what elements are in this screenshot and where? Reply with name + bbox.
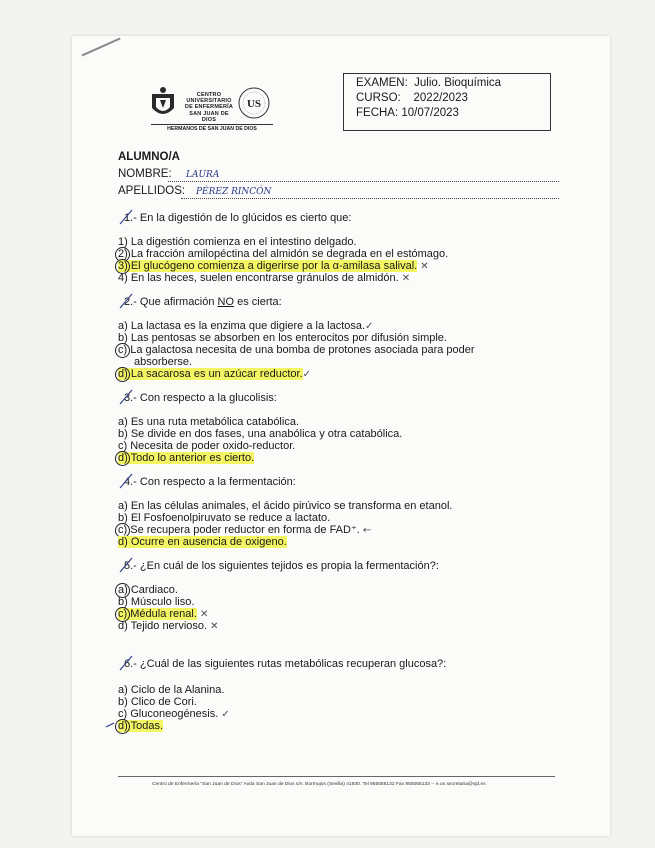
option-text: Gluconeogénesis. bbox=[130, 708, 219, 720]
question-number: 1 bbox=[124, 212, 131, 224]
option-text: La fracción amilopéctina del almidón se degrada en el estómago. bbox=[130, 248, 449, 260]
option-label: c) bbox=[118, 708, 128, 720]
option-label: d) bbox=[118, 620, 128, 632]
option-text: Cardiaco. bbox=[130, 584, 178, 596]
name-value: LAURA bbox=[186, 170, 220, 180]
slash-mark bbox=[120, 558, 132, 572]
option-text: El glucógeno comienza a digerirse por la α-amilasa salival. bbox=[130, 260, 418, 272]
option-text: Las pentosas se absorben en los enterocitos por difusión simple. bbox=[130, 332, 447, 344]
option-label: b) bbox=[118, 696, 128, 708]
option-text: La digestión comienza en el intestino delgado. bbox=[130, 236, 357, 248]
question-stem: .- En la digestión de lo glúcidos es cierto que: bbox=[130, 212, 352, 224]
question-stem: .- ¿En cuál de los siguientes tejidos es propia la fermentación?: bbox=[130, 560, 439, 572]
exam-subject: EXAMEN: Julio. Bioquímica bbox=[356, 77, 502, 89]
option-label: c) bbox=[118, 608, 128, 620]
question-number: 4 bbox=[124, 476, 131, 488]
question-stem: es cierta: bbox=[234, 296, 282, 308]
svg-text:US: US bbox=[246, 98, 262, 110]
option-text: La sacarosa es un azúcar reductor. bbox=[130, 368, 303, 380]
option-label: c) bbox=[118, 524, 128, 536]
option-label: c) bbox=[118, 440, 128, 452]
check-mark-icon: ✓ bbox=[302, 369, 312, 380]
option-text: En las heces, suelen encontrarse gránulos de almidón. bbox=[130, 272, 399, 284]
slash-mark bbox=[120, 474, 132, 488]
option-text: Ocurre en ausencia de oxigeno. bbox=[130, 536, 287, 548]
option-text: La lactasa es la enzima que digiere a la lactosa. bbox=[130, 320, 366, 332]
option-label: b) bbox=[118, 512, 128, 524]
option-2-c-continued: absorberse. bbox=[134, 356, 193, 368]
option-label: 4) bbox=[118, 272, 128, 284]
arrow-mark bbox=[106, 723, 114, 727]
cross-mark-icon: ✕ bbox=[401, 273, 411, 284]
option-text: La galactosa necesita de una bomba de protones asociada para poder bbox=[130, 344, 475, 356]
logo-line: SAN JUAN DE DIOS bbox=[189, 110, 229, 123]
option-label: b) bbox=[118, 428, 128, 440]
option-label: d) bbox=[118, 452, 128, 464]
option-label: d) bbox=[118, 368, 128, 380]
option-text: Todo lo anterior es cierto. bbox=[130, 452, 255, 464]
option-label: d) bbox=[118, 720, 128, 732]
option-text: Tejido nervioso. bbox=[130, 620, 208, 632]
cross-mark-icon: ✕ bbox=[199, 609, 209, 620]
option-label: a) bbox=[118, 320, 128, 332]
logo-subtitle: HERMANOS DE SAN JUAN DE DIOS bbox=[151, 124, 273, 132]
option-text: Médula renal. bbox=[130, 608, 197, 620]
check-mark-icon: ✓ bbox=[221, 709, 230, 720]
option-label: d) bbox=[118, 536, 128, 548]
question-stem: .- Con respecto a la fermentación: bbox=[130, 476, 296, 488]
logo-line: CENTRO bbox=[196, 92, 222, 98]
option-text: Necesita de poder oxido-reductor. bbox=[130, 440, 296, 452]
option-label: a) bbox=[118, 584, 128, 596]
option-text: Es una ruta metabólica catabólica. bbox=[130, 416, 299, 428]
student-section-label: ALUMNO/A bbox=[118, 151, 180, 163]
option-text: El Fosfoenolpiruvato se reduce a lactato. bbox=[130, 512, 331, 524]
surname-value: PÉREZ RINCÓN bbox=[196, 187, 272, 197]
option-text: Se recupera poder reductor en forma de FAD⁺. bbox=[130, 524, 360, 536]
option-label: b) bbox=[118, 596, 128, 608]
question-stem-emphasis: NO bbox=[217, 296, 235, 308]
question-number: 5 bbox=[124, 560, 131, 572]
question-stem: .- Que afirmación bbox=[130, 296, 218, 308]
check-mark-icon: ✓ bbox=[365, 321, 374, 332]
option-label: a) bbox=[118, 684, 128, 696]
option-label: 2) bbox=[118, 248, 128, 260]
surname-label: APELLIDOS: bbox=[118, 185, 186, 197]
footer-address: Centro de Enfermería "San Juan de Dios" Avda San Juan de Dios s/n. Bormujos (Sevilla) 41930. Tel 955055132 Fax 955055133 -- e.us secretaria@sjd.es bbox=[152, 782, 486, 787]
logo-line: DE ENFERMERÍA bbox=[184, 104, 234, 111]
option-text: Todas. bbox=[130, 720, 164, 732]
option-text: Ciclo de la Alanina. bbox=[130, 684, 225, 696]
option-label: c) bbox=[118, 344, 128, 356]
cross-mark-icon: ✕ bbox=[420, 261, 429, 272]
option-label: a) bbox=[118, 500, 128, 512]
name-label: NOMBRE: bbox=[118, 168, 172, 180]
option-text: Clico de Cori. bbox=[130, 696, 197, 708]
question-stem: .- ¿Cuál de las siguientes rutas metabólicas recuperan glucosa?: bbox=[130, 658, 447, 670]
option-text: En las células animales, el ácido pirúvico se transforma en etanol. bbox=[130, 500, 453, 512]
question-stem: .- Con respecto a la glucolisis: bbox=[130, 392, 277, 404]
question-number: 2 bbox=[124, 296, 131, 308]
option-label: b) bbox=[118, 332, 128, 344]
arrow-left-icon: ← bbox=[362, 525, 372, 536]
exam-course: CURSO: 2022/2023 bbox=[356, 92, 468, 104]
cross-mark-icon: ✕ bbox=[210, 621, 219, 632]
logo-line: UNIVERSITARIO bbox=[186, 98, 232, 105]
option-text: Se divide en dos fases, una anabólica y otra catabólica. bbox=[130, 428, 403, 440]
option-label: 1) bbox=[118, 236, 128, 248]
question-number: 3 bbox=[124, 392, 131, 404]
question-number: 6 bbox=[124, 658, 131, 670]
option-label: 3) bbox=[118, 260, 128, 272]
exam-date: FECHA: 10/07/2023 bbox=[356, 107, 459, 119]
slash-mark bbox=[120, 390, 132, 404]
option-label: a) bbox=[118, 416, 128, 428]
option-text: Músculo liso. bbox=[130, 596, 195, 608]
slash-mark bbox=[120, 210, 132, 224]
slash-mark bbox=[120, 294, 132, 308]
slash-mark bbox=[120, 656, 132, 670]
footer-divider bbox=[118, 776, 555, 777]
